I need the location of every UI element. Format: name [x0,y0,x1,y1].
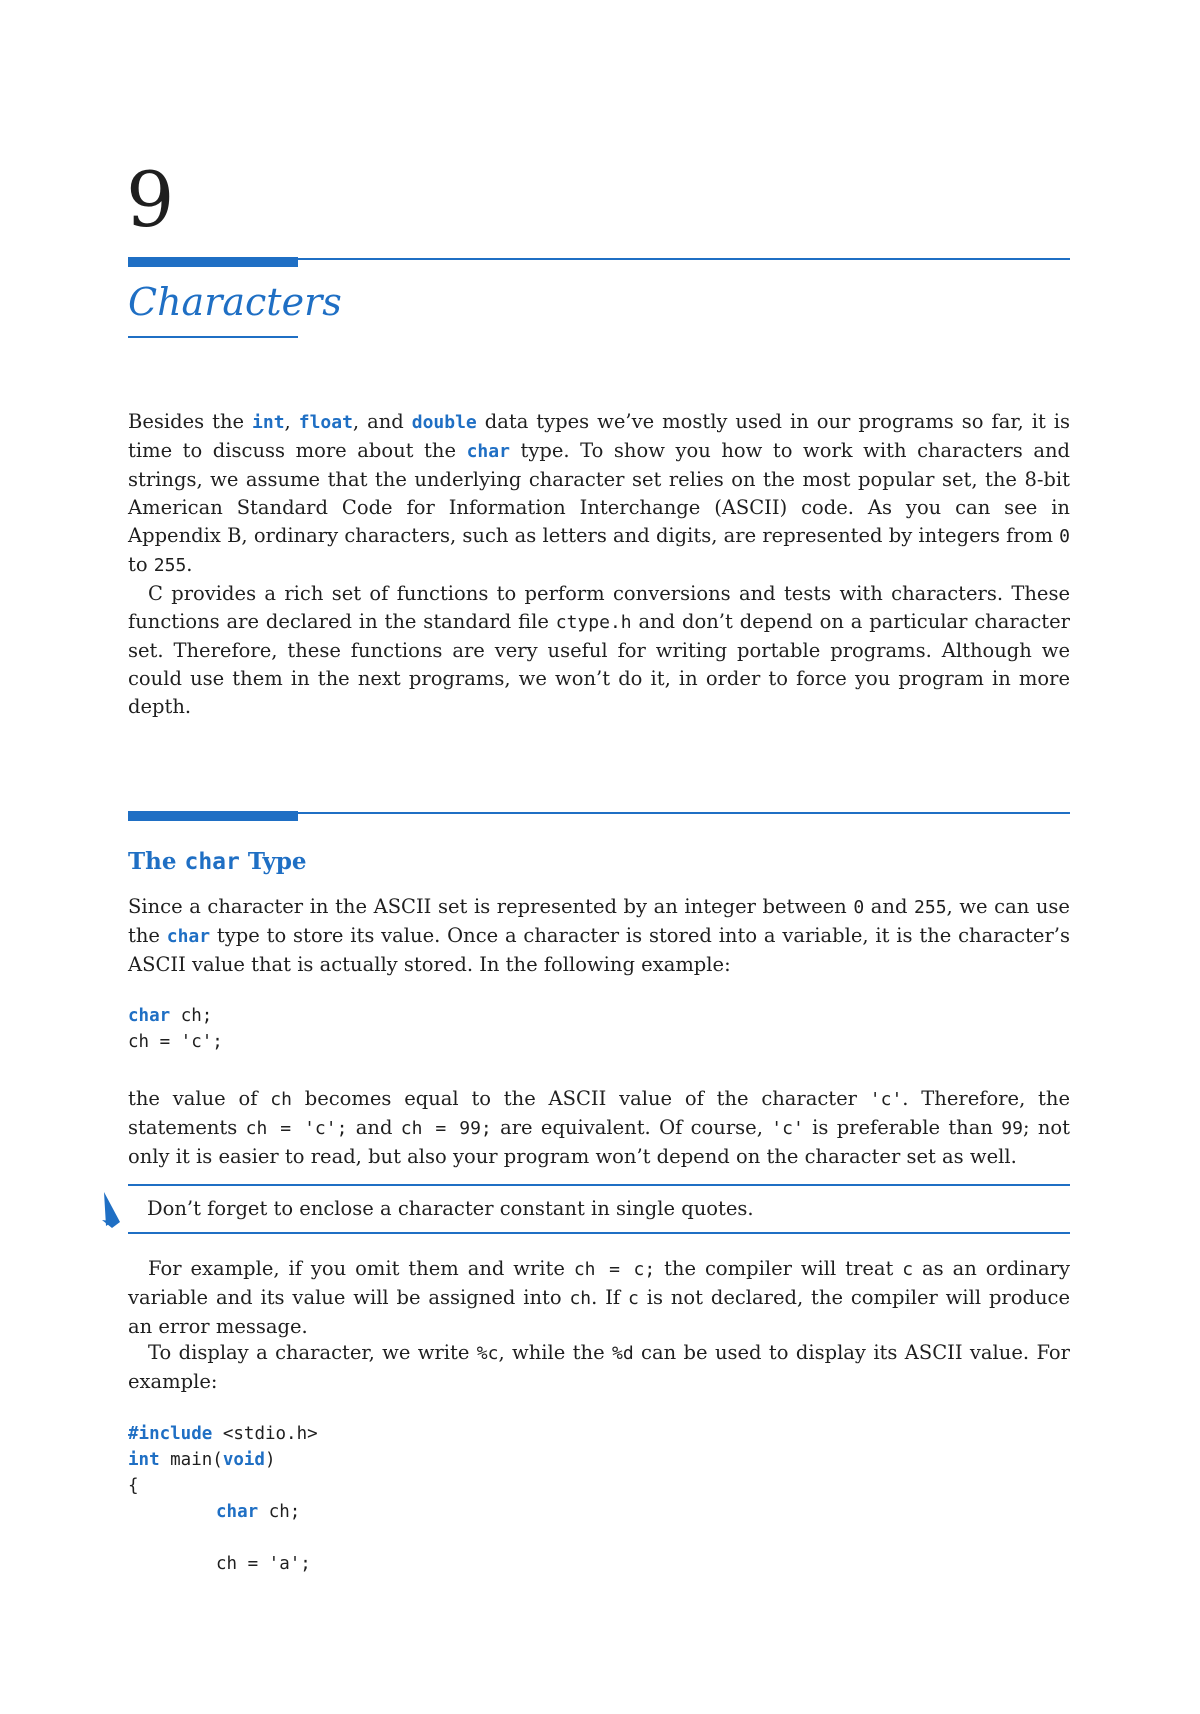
code-block-2 [128,1421,318,1577]
code-keyword: double [411,412,477,433]
intro-paragraph-2 [128,580,1070,721]
text: the compiler will treat [655,1257,903,1280]
intro-paragraph-1 [128,408,1070,580]
heading-code: char [184,849,240,875]
code-keyword: char [466,441,510,462]
inline-code: 'c' [869,1089,903,1110]
text: type. To show you how to work with characters and strings, we assume that the underlying character set relies on the most popular set, the 8-bit American Standard Code for Information Interchange (ASCII) code. As you can see in Appendix B, ordinary characters, such as letters and digits, are represented by integers from [128,439,1070,547]
heading-text: Type [239,848,307,875]
code-keyword: float [298,412,353,433]
text: , and [352,410,412,433]
inline-code: %d [612,1343,634,1364]
text: as an ordinary variable and its value will be assigned into [128,1257,1071,1309]
text: and don’t depend on a particular character set. Therefore, these functions are very useful for writing portable programs. Although we could use them in the next programs, we won’t do it, in order to force you program in more depth. [128,610,1070,718]
inline-code: c [628,1288,639,1309]
text: For example, if you omit them and write [148,1257,574,1280]
text: C provides a rich set of functions to perform conversions and tests with characters. These functions are declared in the standard file [128,582,1070,633]
text: . [186,553,193,576]
code-keyword: int [252,412,285,433]
inline-code: ch = 99; [400,1118,492,1139]
code-text: ch = 'c'; [128,1032,223,1052]
note-box [128,1184,1070,1234]
code-text: <stdio.h> [212,1424,318,1444]
inline-code: 0 [853,897,865,918]
text: and [347,1116,401,1139]
inline-code: ch [569,1288,592,1309]
code-text: ch; [258,1502,301,1522]
section-paragraph-1 [128,893,1070,979]
inline-code: %c [476,1343,499,1364]
code-text: main( [159,1450,223,1470]
text: Besides the [128,410,253,433]
text: type to store its value. Once a character is stored into a variable, it is the character’s ASCII value that is actually stored. In the following example: [128,924,1070,976]
text: can be used to display its ASCII value. For example: [128,1341,1070,1393]
section-paragraph-3 [128,1255,1070,1341]
code-keyword: int [128,1450,160,1470]
section-heading [128,847,307,877]
section-paragraph-2 [128,1085,1070,1171]
chapter-rule-thick [128,257,298,267]
code-block-1 [128,1003,223,1055]
code-text: ) [264,1450,276,1470]
text: , we can use the [128,895,1070,947]
chapter-number: 9 [126,155,175,244]
heading-text: The [128,848,185,875]
text: and [864,895,915,918]
text: becomes equal to the ASCII value of the character [291,1087,870,1110]
inline-code: 0 [1059,526,1070,547]
section-rule-thin [298,812,1070,814]
inline-code: 255 [153,555,187,576]
text: to [128,553,154,576]
inline-code: c [902,1259,914,1280]
inline-code: ch [270,1089,292,1110]
section-paragraph-4 [128,1339,1070,1396]
text: the value of [128,1087,271,1110]
code-keyword: char [128,1006,171,1026]
code-keyword: char [166,926,211,947]
inline-code: 255 [914,897,947,918]
code-text: ch = 'a'; [216,1554,311,1574]
text: is not declared, the compiler will produce an error message. [128,1286,1070,1338]
code-text: ch; [170,1006,213,1026]
code-text: { [128,1476,139,1496]
code-keyword: char [216,1502,259,1522]
chapter-rule-thin [298,258,1070,260]
text: ; not only it is easier to read, but also your program won’t depend on the character set as well. [128,1116,1070,1168]
text: To display a character, we write [148,1341,477,1364]
text: Since a character in the ASCII set is represented by an integer between [128,895,854,918]
text: , [284,410,299,433]
chapter-title: Characters [128,280,342,324]
text: . Therefore, the statements [128,1087,1070,1139]
text: . If [591,1286,629,1309]
text: is preferable than [803,1116,1002,1139]
text: are equivalent. Of course, [491,1116,772,1139]
chapter-title-underline [128,336,298,338]
inline-code: 'c' [771,1118,804,1139]
note-text: Don’t forget to enclose a character constant in single quotes. [147,1197,754,1220]
inline-code: ch = 'c'; [245,1118,348,1139]
code-keyword: #include [128,1424,213,1444]
text: , while the [498,1341,612,1364]
inline-code: ch = c; [573,1259,656,1280]
code-keyword: void [222,1450,265,1470]
inline-code: 99 [1001,1118,1023,1139]
inline-code: ctype.h [555,612,632,633]
pen-tip-icon [100,1190,122,1230]
text: data types we’ve mostly used in our programs so far, it is time to discuss more about the [128,410,1070,462]
section-rule-thick [128,811,298,821]
